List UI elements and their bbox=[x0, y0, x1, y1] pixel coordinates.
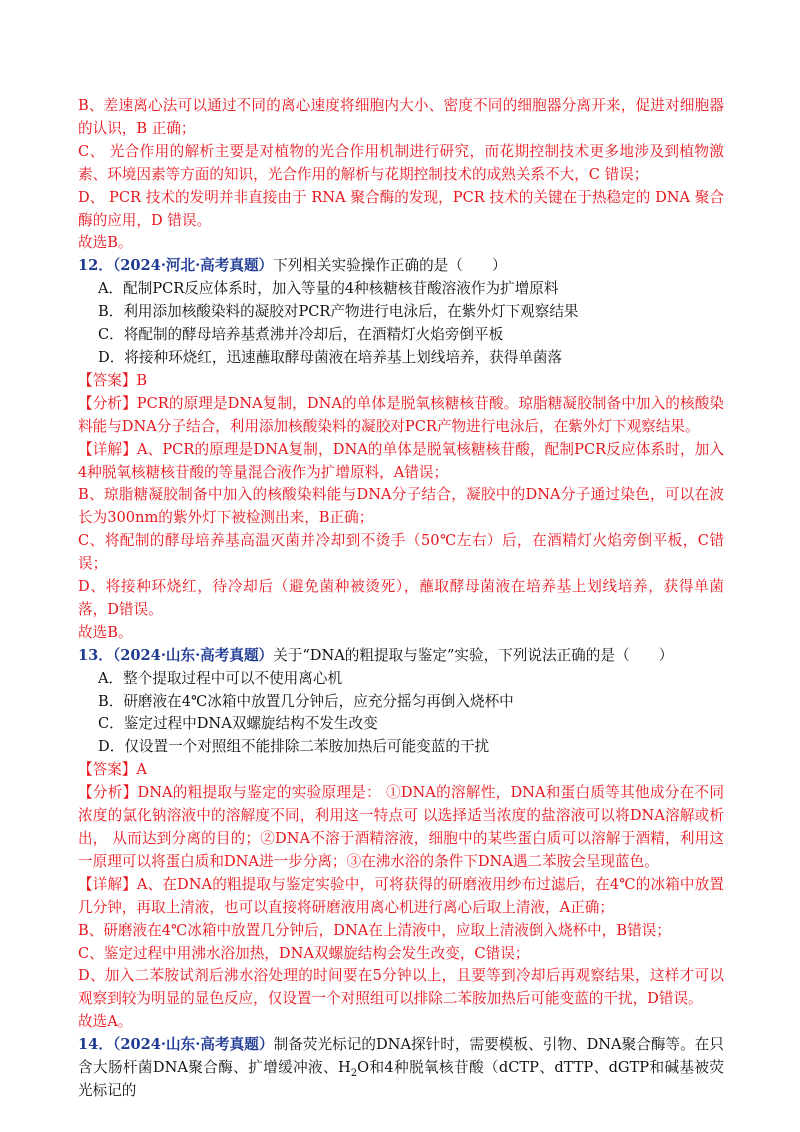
q13-source: （2024·山东·高考真题） bbox=[112, 646, 274, 664]
q12-detail-d: D、将接种环烧红，待冷却后（避免菌种被烫死），蘸取酵母菌液在培养基上划线培养，获得单菌落，D错误。 bbox=[78, 578, 724, 618]
q13-option-a: A．整个提取过程中可以不使用离心机 bbox=[98, 669, 343, 687]
q12-number: 12． bbox=[78, 257, 113, 275]
q14-stem-subscript: 2 bbox=[350, 1067, 358, 1079]
q13-number: 13． bbox=[78, 646, 113, 664]
q11-explain-d: D、 PCR 技术的发明并非直接由于 RNA 聚合酶的发现，PCR 技术的关键在于热稳定的 DNA 聚合酶的应用，D 错误。 bbox=[78, 188, 724, 229]
q14-stem-part2: O和4种脱氧核苷酸（dCTP、dTTP、dGTP和碱基被荧光标记的 bbox=[78, 1059, 724, 1099]
q13-detail-d: D、加入二苯胺试剂后沸水浴处理的时间要在5分钟以上，且要等到冷却后再观察结果，这样才可以观察到较为明显的显色反应，仅设置一个对照组可以排除二苯胺加热后可能变蓝的干扰，D错误。 bbox=[78, 967, 724, 1008]
q13-detail-tag: 【详解】 bbox=[78, 875, 137, 893]
q14-stem-line bbox=[78, 1034, 724, 1103]
q11-explain-b: B、差速离心法可以通过不同的离心速度将细胞内大小、密度不同的细胞器分离开来，促进对细胞器的认识，B 正确； bbox=[78, 97, 724, 137]
q11-explain-c: C、 光合作用的解析主要是对植物的光合作用机制进行研究，而花期控制技术更多地涉及到植物激素、环境因素等方面的知识，光合作用的解析与花期控制技术的成熟关系不大，C 错误； bbox=[78, 142, 724, 183]
q12-detail-tag: 【详解】 bbox=[78, 440, 137, 458]
q12-analysis-tag: 【分析】 bbox=[78, 394, 137, 412]
q12-detail-a-text: A、PCR的原理是DNA复制，DNA的单体是脱氧核糖核苷酸，配制PCR反应体系时，加入4种脱氧核糖核苷酸的等量混合液作为扩增原料，A错误； bbox=[78, 440, 724, 481]
q13-option-c: C．鉴定过程中DNA双螺旋结构不发生改变 bbox=[98, 715, 378, 733]
q12-detail-b: B、琼脂糖凝胶制备中加入的核酸染料能与DNA分子结合，凝胶中的DNA分子通过染色，可以在波长为300nm的紫外灯下被检测出来，B正确； bbox=[78, 486, 724, 527]
q12-answer bbox=[78, 370, 724, 393]
q12-answer-tag: 【答案】 bbox=[78, 371, 137, 389]
q13-analysis-tag: 【分析】 bbox=[78, 784, 138, 802]
q13-detail-a-text: A、在DNA的粗提取与鉴定实验中，可将获得的研磨液用纱布过滤后，在4℃的冰箱中放置几分钟，再取上清液，也可以直接将研磨液用离心机进行离心后取上清液，A正确； bbox=[78, 875, 724, 916]
q12-option-c: C．将配制的酵母培养基煮沸并冷却后，在酒精灯火焰旁倒平板 bbox=[98, 326, 504, 344]
q12-detail-a bbox=[78, 439, 724, 485]
q13-detail-b: B、研磨液在4℃冰箱中放置几分钟后，DNA在上清液中，应取上清液倒入烧杯中，B错误； bbox=[78, 921, 671, 939]
q13-conclusion: 故选A。 bbox=[78, 1013, 133, 1031]
q14-number: 14． bbox=[78, 1036, 113, 1054]
q13-answer-tag: 【答案】 bbox=[78, 761, 137, 779]
q12-analysis bbox=[78, 393, 724, 439]
q13-answer-value: A bbox=[136, 761, 147, 779]
q12-source: （2024·河北·高考真题） bbox=[112, 257, 274, 275]
q14-stem-part1: 制备荧光标记的DNA探针时，需要模板、引物、DNA聚合酶等。在只含大肠杆菌DNA聚合酶、扩增缓冲液、H bbox=[78, 1036, 724, 1077]
q12-conclusion: 故选B。 bbox=[78, 623, 133, 641]
q12-option-b: B．利用添加核酸染料的凝胶对PCR产物进行电泳后，在紫外灯下观察结果 bbox=[98, 303, 579, 321]
q13-answer bbox=[78, 759, 724, 782]
q11-conclusion: 故选B。 bbox=[78, 234, 133, 252]
q13-analysis-text: DNA的粗提取与鉴定的实验原理是： ①DNA的溶解性，DNA和蛋白质等其他成分在不同 浓度的氯化钠溶液中的溶解度不同，利用这一特点可 以选择适当浓度的盐溶液可以将DNA溶解或析出， 从而达到分离的目的；②DNA不溶于酒精溶液，细胞中的某些蛋白质可以溶解于酒精，利用这一原理可以将蛋白质和DNA进一步分离；③在沸水浴的条件下DNA遇二苯胺会呈现蓝色。 bbox=[78, 784, 724, 870]
q12-detail-c: C、将配制的酵母培养基高温灭菌并冷却到不烫手（50℃左右）后，在酒精灯火焰旁倒平板，C错误； bbox=[78, 532, 724, 573]
q13-detail-c: C、鉴定过程中用沸水浴加热，DNA双螺旋结构会发生改变，C错误； bbox=[78, 944, 530, 962]
q12-stem-line bbox=[78, 255, 724, 278]
q12-stem: 下列相关实验操作正确的是（ ） bbox=[273, 257, 507, 275]
q13-analysis bbox=[78, 782, 724, 874]
q13-option-d: D．仅设置一个对照组不能排除二苯胺加热后可能变蓝的干扰 bbox=[98, 738, 490, 756]
q12-option-a: A．配制PCR反应体系时，加入等量的4种核糖核苷酸溶液作为扩增原料 bbox=[98, 280, 559, 298]
q13-detail-a bbox=[78, 874, 724, 920]
q12-option-d: D．将接种环烧红，迅速蘸取酵母菌液在培养基上划线培养，获得单菌落 bbox=[98, 348, 563, 366]
q13-option-b: B．研磨液在4℃冰箱中放置几分钟后，应充分摇匀再倒入烧杯中 bbox=[98, 692, 514, 710]
q12-answer-value: B bbox=[136, 371, 148, 389]
q12-analysis-text: PCR的原理是DNA复制，DNA的单体是脱氧核糖核苷酸。琼脂糖凝胶制备中加入的核酸染料能与DNA分子结合，利用添加核酸染料的凝胶对PCR产物进行电泳后，在紫外灯下观察结果。 bbox=[78, 394, 724, 435]
q14-source: （2024·山东·高考真题） bbox=[112, 1036, 274, 1054]
q13-stem-line bbox=[78, 645, 724, 668]
document-content bbox=[78, 95, 724, 1103]
q13-stem: 关于“DNA的粗提取与鉴定”实验，下列说法正确的是（ ） bbox=[273, 646, 674, 664]
